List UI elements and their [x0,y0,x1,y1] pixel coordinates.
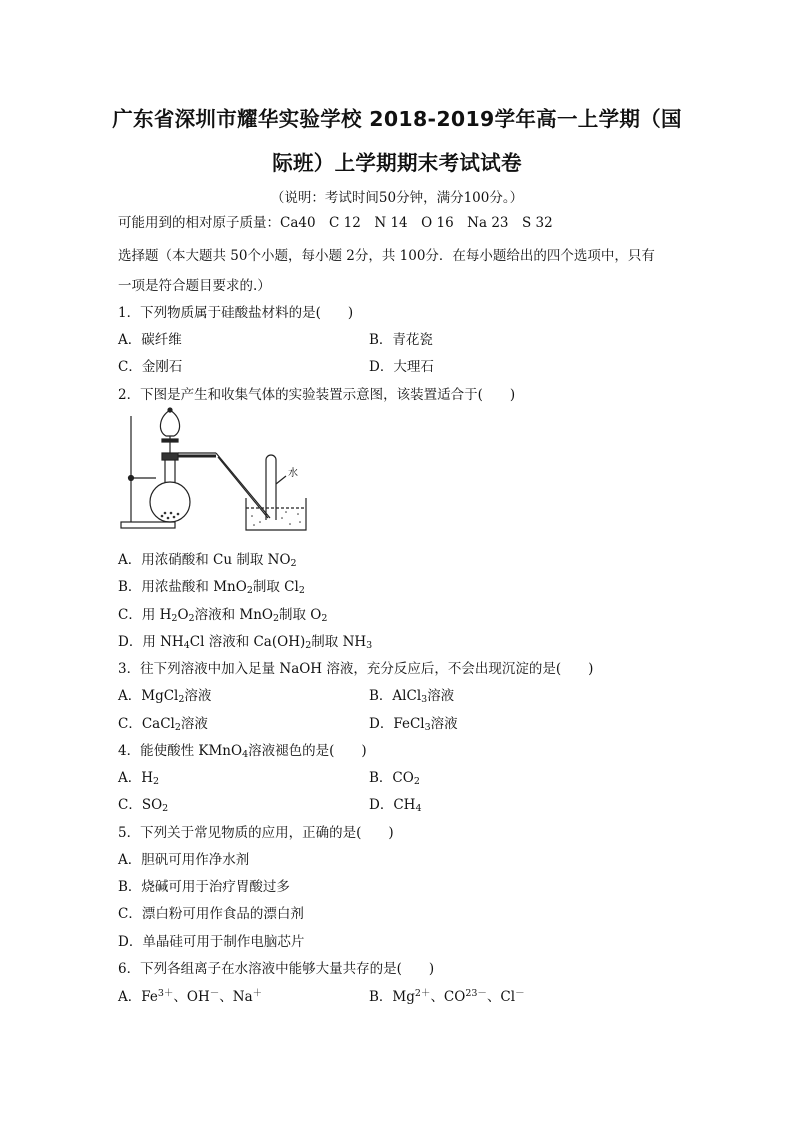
exam-note: （说明：考试时间50分钟，满分100分。） [270,190,524,206]
atomic-masses: 可能用到的相对原子质量：Ca40 C 12 N 14 O 16 Na 23 S 32 [118,215,553,231]
stopper [162,453,178,460]
q1-option-d: D．大理石 [369,359,434,375]
q6-stem: 6．下列各组离子在水溶液中能够大量共存的是( ) [118,961,435,977]
water-label-leader [276,476,286,484]
q2-stem: 2．下图是产生和收集气体的实验装置示意图，该装置适合于( ) [118,387,516,403]
exam-title-line2: 际班）上学期期末考试试卷 [272,151,522,175]
water-label: 水 [288,468,298,479]
q3-option-b: B．AlCl$_3$溶液 [369,688,455,705]
q1-option-c: C．金刚石 [118,359,183,375]
q5-option-a: A．胆矾可用作净水剂 [118,852,250,868]
funnel-top-knob [168,408,172,412]
stand-base [121,522,175,528]
q4-option-b: B．$CO_2$ [369,770,420,787]
q4-stem: 4．能使酸性 KMnO$_4$溶液褪色的是( ) [118,743,367,760]
q2-option-b: B．用浓盐酸和 MnO$_2$制取 $Cl_2$ [118,579,305,596]
q2-option-a: A．用浓硝酸和 Cu 制取 $NO_2$ [118,552,297,569]
q5-stem: 5．下列关于常见物质的应用，正确的是( ) [118,825,394,841]
exam-title-line1: 广东省深圳市耀华实验学校 2018-2019学年高一上学期（国 [112,107,682,131]
separatory-funnel [160,410,179,436]
q4-option-a: A．$H_2$ [118,770,160,787]
q2-option-c: C．用 $H_2O_2$溶液和 MnO$_2$制取 $O_2$ [118,607,328,624]
q5-option-b: B．烧碱可用于治疗胃酸过多 [118,879,290,895]
section-instructions-2: 一项是符合题目要求的.） [118,278,271,294]
section-instructions-1: 选择题（本大题共 50个小题，每小题 2分，共 100分．在每小题给出的四个选项中，只有 [118,248,655,264]
q4-option-c: C．$SO_2$ [118,797,169,814]
q3-option-c: C．CaCl$_2$溶液 [118,716,208,733]
round-bottom-flask [150,482,190,522]
q4-option-d: D．$CH_4$ [369,797,422,814]
q3-option-d: D．FeCl$_3$溶液 [369,716,458,733]
collection-test-tube [266,455,276,520]
delivery-tube-slope-2 [218,457,268,518]
q6-option-a: A．$Fe^{3+}$、OH－、Na＋ [118,988,263,1005]
q5-option-c: C．漂白粉可用作食品的漂白剂 [118,906,304,922]
clamp-boss [129,476,134,481]
gas-apparatus-diagram [118,406,318,538]
q2-option-d: D．用 $NH_4Cl$ 溶液和 $Ca(OH)_2$制取 $NH_3$ [118,634,373,651]
q1-option-b: B．青花瓷 [369,332,433,348]
q1-option-a: A．碳纤维 [118,332,182,348]
q5-option-d: D．单晶硅可用于制作电脑芯片 [118,934,305,950]
stopcock [162,439,178,442]
q3-option-a: A．MgCl$_2$溶液 [118,688,212,705]
q3-stem: 3．往下列溶液中加入足量 NaOH 溶液，充分反应后，不会出现沉淀的是( ) [118,661,594,677]
q1-stem: 1．下列物质属于硅酸盐材料的是( ) [118,305,354,321]
q6-option-b: B．$Mg^{2+}$、$CO^{23-}$、Cl－ [369,988,525,1005]
